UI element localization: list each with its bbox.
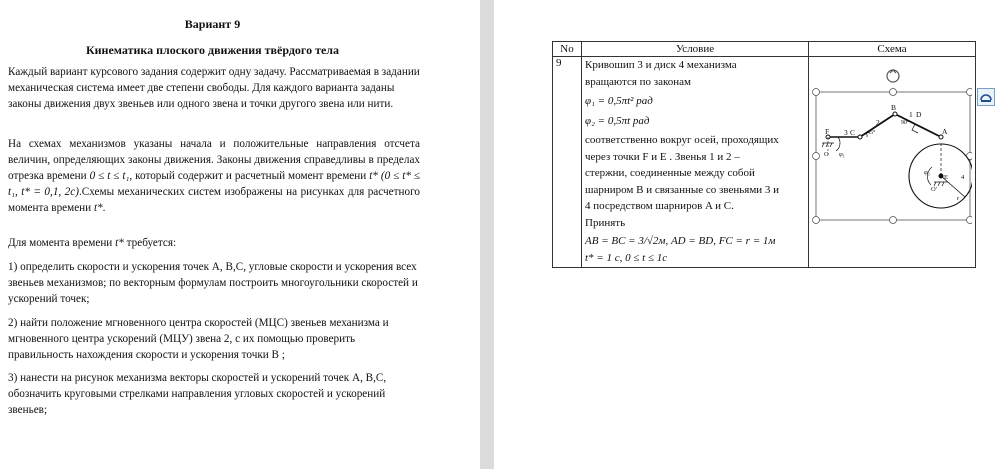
label-phi2: φ₂ [924,169,931,176]
cond-line-1: Кривошип 3 и диск 4 механизма [585,59,737,71]
design-moment: t* (0 ≤ t* ≤ t₁, t* = 0,1, 2c) [8,170,421,198]
label-e: E [944,174,948,181]
page-gutter [480,0,494,469]
section-heading: Кинематика плоского движения твёрдого тела [85,43,340,57]
label-r: r [957,195,960,202]
label-o-prime: O' [931,186,937,193]
cond-line-10: Принять [585,216,626,229]
label-o: O [824,151,829,158]
header-no: No [553,42,582,57]
layout-options-icon [978,89,994,105]
rotate-handle-icon[interactable] [887,70,899,82]
left-page [0,0,480,469]
requirement-item-3: 3) нанести на рисунок механизма векторы скоростей и ускорений точек A, B,C, обозначить круговыми стрелками направления угловых скоростей и ускорений звеньев; [8,372,387,416]
label-c: C [850,128,856,137]
req-moment-symbol: t* [115,237,124,249]
layout-options-button[interactable] [977,88,995,106]
label-f: F [825,127,830,136]
laws-text-b: , который содержит и расчетный момент времени [129,170,367,182]
arc-phi1 [836,137,840,151]
given-lengths: AB = BC = 3/√2м, AD = BD, FC = r = 1м [585,235,776,247]
time-interval: 0 ≤ t ≤ t₁ [89,170,130,182]
resize-handle-tl[interactable] [813,89,820,96]
variant-title: Вариант 9 [184,17,241,31]
requirement-item-1: 1) определить скорости и ускорения точек A, B,C, угловые скорости и ускорения всех звеньев механизмов; по векторным формулам построить многоугольники скоростей и ускорений точек; [8,261,418,305]
resize-handle-bl[interactable] [813,217,820,224]
law-phi2: φ₂ = 0,5πt рад [585,114,650,127]
label-b: B [891,103,897,112]
label-phi1: φ₁ [839,151,846,158]
cond-line-8: шарниром B и связанные со звеньями 3 и [585,183,780,196]
label-90: 90° [901,120,910,126]
disk-center [939,174,943,178]
joint-c [858,135,862,139]
resize-handle-br[interactable] [967,217,973,224]
cond-line-6: через точки F и E . Звенья 1 и 2 – [585,150,740,163]
moment-symbol: t* [93,202,103,214]
cond-line-9: 4 посредством шарниров A и C. [585,200,734,212]
table-row [553,57,976,268]
scheme-cell [809,57,976,268]
req-text-b: требуется: [126,237,177,249]
label-d: D [916,110,922,119]
label-3: 3 [844,128,848,137]
cond-line-7: стержни, соединенные между собой [585,167,755,179]
intro-paragraph: Каждый вариант курсового задания содержит одну задачу. Рассматриваемая в задании механическая система имеет две степени свободы. Для каждого варианта заданы законы движения двух звеньев или одного звена и точки другого звена или нити. [8,66,420,110]
laws-text-a: На схемах механизмов указаны начала и положительные направления отсчета величин, определяющих законы движения. Законы движения справедливы в пределах отрезка времени [8,138,420,182]
laws-text-d: . [102,202,106,214]
table-header-row [553,42,976,57]
resize-handle-bc[interactable] [890,217,897,224]
resize-handle-tr[interactable] [967,89,973,96]
requirement-item-2: 2) найти положение мгновенного центра скоростей (МЦС) звеньев механизма и мгновенного центра ускорений (МЦУ) звена 2, с их помощью проверить правильность нахождения скорости и ускорения точки B ; [8,317,389,361]
resize-handle-tc[interactable] [890,89,897,96]
header-scheme: Схема [809,42,976,57]
given-time: t* = 1 c, 0 ≤ t ≤ 1c [585,251,668,264]
req-text-a: Для момента времени [8,237,113,249]
label-45: 45° [867,130,876,136]
requirement-intro [8,235,420,251]
row-number: 9 [553,57,582,268]
joint-b [893,112,897,116]
law-phi1: φ₁ = 0,5πt² рад [585,95,653,107]
header-condition: Условие [582,42,809,57]
laws-text-c: .Схемы механических систем изображены на рисунках для расчетного момента времени [8,186,420,214]
condition-cell [582,57,809,268]
resize-handle-ml[interactable] [813,153,820,160]
label-a: A [942,127,948,136]
cond-line-2: вращаются по законам [585,75,692,88]
cond-line-5: соответственно вокруг осей, проходящих [585,134,779,146]
label-4: 4 [961,174,965,181]
laws-paragraph [8,136,420,216]
label-1: 1 [909,110,913,119]
mechanism-diagram[interactable] [812,57,972,267]
task-table [552,41,976,268]
label-2: 2 [876,118,880,127]
